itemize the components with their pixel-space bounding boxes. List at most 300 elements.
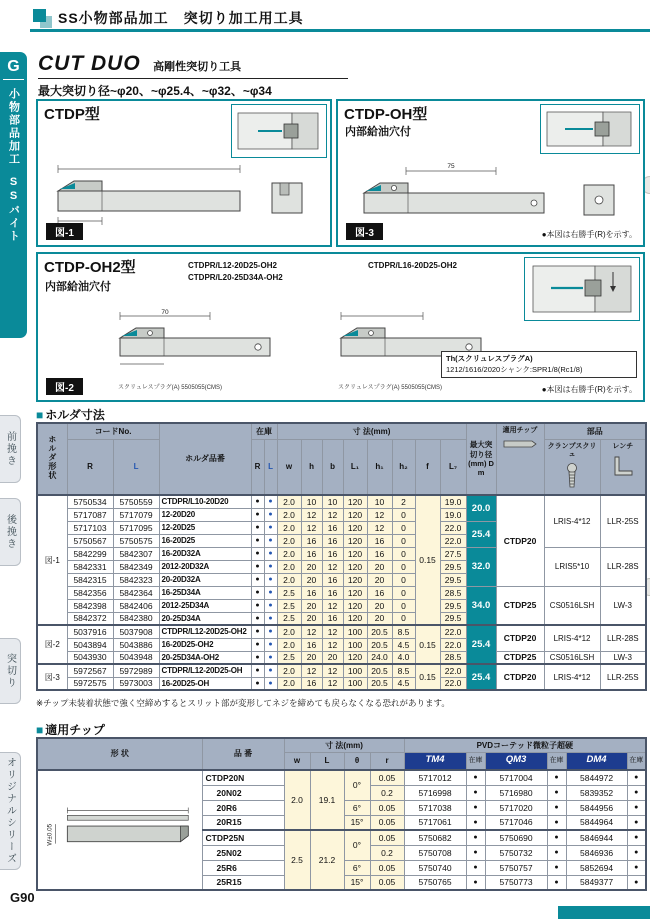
dim-theta: 6° bbox=[344, 860, 370, 875]
clamp-screw: CS0516LSH bbox=[544, 651, 600, 664]
stock-l-dot: ● bbox=[264, 664, 277, 677]
code-no-r: 5750534 bbox=[67, 495, 113, 508]
stock-dot: ● bbox=[627, 815, 646, 830]
dim-h: 20 bbox=[301, 573, 322, 586]
dim-h: 16 bbox=[301, 677, 322, 690]
section-title-text: 適用チップ bbox=[45, 723, 105, 737]
col-holder-shape bbox=[37, 423, 67, 495]
col-label: 適用チップ bbox=[502, 427, 538, 434]
stock-l-dot: ● bbox=[264, 573, 277, 586]
stock-r-dot: ● bbox=[251, 599, 264, 612]
dim-l7: 29.5 bbox=[440, 560, 466, 573]
sidebar-tab-label: オリジナルシリーズ bbox=[4, 757, 16, 865]
stock-r-dot: ● bbox=[251, 625, 264, 638]
dim-h2: 8.5 bbox=[392, 625, 415, 638]
dim-l1: 100 bbox=[343, 677, 367, 690]
dim-h1: 12 bbox=[367, 521, 392, 534]
figure-tag: 図-2 bbox=[46, 378, 83, 395]
code-no-r: 5842299 bbox=[67, 547, 113, 560]
col-chip-L: L bbox=[310, 752, 344, 770]
dim-l7: 28.5 bbox=[440, 586, 466, 599]
sidebar-tab-maebiki[interactable] bbox=[0, 415, 21, 483]
code-no-l: 5043948 bbox=[113, 651, 159, 664]
holder-model: 16-20D25-OH2 bbox=[159, 638, 251, 651]
dim-w: 2.0 bbox=[277, 677, 301, 690]
code-dm4: 5852694 bbox=[566, 860, 627, 875]
code-no-l: 5037908 bbox=[113, 625, 159, 638]
dim-w: 2.0 bbox=[277, 534, 301, 547]
code-no-r: 5750567 bbox=[67, 534, 113, 547]
dim-h: 10 bbox=[301, 495, 322, 508]
col-clamp-screw bbox=[544, 439, 600, 495]
sidebar-tab-label: 前挽き bbox=[4, 431, 16, 467]
product-tagline: 高剛性突切り工具 bbox=[153, 61, 242, 73]
dim-h: 16 bbox=[301, 638, 322, 651]
stock-r-dot: ● bbox=[251, 495, 264, 508]
stock-dot: ● bbox=[547, 815, 566, 830]
stock-dot: ● bbox=[466, 785, 485, 800]
dim-l7: 19.0 bbox=[440, 508, 466, 521]
dim-b: 20 bbox=[322, 651, 343, 664]
dim-w: 2.0 bbox=[277, 521, 301, 534]
code-qm3: 5750690 bbox=[485, 830, 547, 845]
dim-l1: 100 bbox=[343, 625, 367, 638]
panel-subtitle: 内部給油穴付 bbox=[345, 126, 411, 138]
svg-text:75: 75 bbox=[447, 163, 455, 170]
code-tm4: 5717012 bbox=[404, 770, 466, 785]
code-dm4: 5849377 bbox=[566, 875, 627, 890]
dim-h2: 0 bbox=[392, 573, 415, 586]
applicable-chip: CTDP25 bbox=[496, 586, 544, 625]
code-no-l: 5717095 bbox=[113, 521, 159, 534]
dim-h2: 0 bbox=[392, 586, 415, 599]
applicable-chip: CTDP20 bbox=[496, 625, 544, 651]
dim-h2: 0 bbox=[392, 560, 415, 573]
stock-l-dot: ● bbox=[264, 521, 277, 534]
product-heading bbox=[38, 52, 348, 79]
holder-row bbox=[37, 664, 646, 677]
code-no-r: 5717103 bbox=[67, 521, 113, 534]
clamp-screw: LRIS-4*12 bbox=[544, 495, 600, 547]
code-tm4: 5750765 bbox=[404, 875, 466, 890]
stock-dot: ● bbox=[466, 845, 485, 860]
stock-r-dot: ● bbox=[251, 612, 264, 625]
chip-model: 25R6 bbox=[202, 860, 284, 875]
dim-r: 0.2 bbox=[370, 785, 404, 800]
dim-h: 12 bbox=[301, 664, 322, 677]
max-cut-diameter: 34.0 bbox=[466, 586, 496, 625]
stock-dot: ● bbox=[547, 785, 566, 800]
stock-l-dot: ● bbox=[264, 651, 277, 664]
dim-b: 16 bbox=[322, 547, 343, 560]
code-no-l: 5973003 bbox=[113, 677, 159, 690]
dim-h: 12 bbox=[301, 521, 322, 534]
dim-w: 2.5 bbox=[277, 651, 301, 664]
code-qm3: 5750732 bbox=[485, 845, 547, 860]
dim-l1: 120 bbox=[343, 599, 367, 612]
col-chip-dimensions: 寸 法(mm) bbox=[284, 738, 404, 752]
dim-h1: 20.5 bbox=[367, 625, 392, 638]
code-dm4: 5839352 bbox=[566, 785, 627, 800]
dim-h2: 4.5 bbox=[392, 677, 415, 690]
col-applicable-chip bbox=[496, 423, 544, 495]
stock-dot: ● bbox=[627, 875, 646, 890]
dim-l1: 100 bbox=[343, 664, 367, 677]
stock-r-dot: ● bbox=[251, 638, 264, 651]
col-stock-qm3: 在庫 bbox=[547, 752, 566, 770]
code-no-l: 5750559 bbox=[113, 495, 159, 508]
dim-w: 2.5 bbox=[284, 830, 310, 890]
dim-b: 16 bbox=[322, 612, 343, 625]
code-qm3: 5750773 bbox=[485, 875, 547, 890]
sidebar-tab-label: 後挽き bbox=[4, 514, 16, 550]
holder-model: 20-25D34A-OH2 bbox=[159, 651, 251, 664]
code-no-l: 5842380 bbox=[113, 612, 159, 625]
model-labels-left bbox=[188, 260, 283, 284]
dim-b: 12 bbox=[322, 664, 343, 677]
dim-b: 16 bbox=[322, 573, 343, 586]
col-dimensions: 寸 法(mm) bbox=[277, 423, 466, 439]
stock-r-dot: ● bbox=[251, 521, 264, 534]
stock-r-dot: ● bbox=[251, 664, 264, 677]
stock-r-dot: ● bbox=[251, 677, 264, 690]
dim-h2: 4.0 bbox=[392, 651, 415, 664]
col-code-r: R bbox=[67, 439, 113, 495]
chip-header-row-1 bbox=[37, 738, 646, 752]
holder-row bbox=[37, 586, 646, 599]
code-tm4: 5750740 bbox=[404, 860, 466, 875]
code-dm4: 5844956 bbox=[566, 800, 627, 815]
col-stock-dm4: 在庫 bbox=[627, 752, 646, 770]
col-label: レンチ bbox=[612, 442, 634, 450]
stock-l-dot: ● bbox=[264, 560, 277, 573]
stock-dot: ● bbox=[466, 770, 485, 785]
col-dim-l1: L₁ bbox=[343, 439, 367, 495]
dim-w: 2.0 bbox=[277, 495, 301, 508]
dim-b: 16 bbox=[322, 521, 343, 534]
dim-h: 20 bbox=[301, 560, 322, 573]
code-no-r: 5842372 bbox=[67, 612, 113, 625]
right-hand-note: ●本図は右勝手(R)を示す。 bbox=[541, 385, 637, 394]
dim-l1: 120 bbox=[343, 547, 367, 560]
stock-l-dot: ● bbox=[264, 638, 277, 651]
dim-l1: 120 bbox=[343, 495, 367, 508]
dim-h2: 0 bbox=[392, 521, 415, 534]
applicable-chip: CTDP25 bbox=[496, 651, 544, 664]
section-bullet: ■ bbox=[36, 408, 44, 422]
dim-l1: 120 bbox=[343, 573, 367, 586]
code-no-r: 5842356 bbox=[67, 586, 113, 599]
panel-title: CTDP型 bbox=[44, 106, 100, 123]
dim-r: 0.05 bbox=[370, 770, 404, 785]
holder-dimensions-table bbox=[36, 422, 647, 691]
applicable-chips-table bbox=[36, 737, 647, 891]
dim-b: 16 bbox=[322, 586, 343, 599]
holder-model: 16-25D34A bbox=[159, 586, 251, 599]
wrench-icon bbox=[610, 454, 636, 480]
stock-dot: ● bbox=[466, 815, 485, 830]
code-dm4: 5846936 bbox=[566, 845, 627, 860]
dim-h2: 0 bbox=[392, 508, 415, 521]
dim-l7: 19.0 bbox=[440, 495, 466, 508]
code-no-l: 5842323 bbox=[113, 573, 159, 586]
dim-theta: 15° bbox=[344, 875, 370, 890]
stock-l-dot: ● bbox=[264, 534, 277, 547]
stock-dot: ● bbox=[627, 830, 646, 845]
clamp-screw: CS0516LSH bbox=[544, 586, 600, 625]
holder-model: 12-20D25 bbox=[159, 521, 251, 534]
stock-r-dot: ● bbox=[251, 560, 264, 573]
wrench: LLR-28S bbox=[600, 547, 646, 586]
dim-h1: 16 bbox=[367, 534, 392, 547]
right-hand-note: ●本図は右勝手(R)を示す。 bbox=[541, 230, 637, 239]
code-tm4: 5717061 bbox=[404, 815, 466, 830]
stock-l-dot: ● bbox=[264, 599, 277, 612]
holder-model: 2012-25D34A bbox=[159, 599, 251, 612]
stock-dot: ● bbox=[627, 770, 646, 785]
stock-l-dot: ● bbox=[264, 625, 277, 638]
dim-w: 2.0 bbox=[277, 625, 301, 638]
code-dm4: 5846944 bbox=[566, 830, 627, 845]
dim-l1: 120 bbox=[343, 651, 367, 664]
chip-model: 20R15 bbox=[202, 815, 284, 830]
chip-model: 25R15 bbox=[202, 875, 284, 890]
model-label-right: CTDPR/L16-20D25-OH2 bbox=[368, 261, 457, 270]
dim-b: 10 bbox=[322, 495, 343, 508]
dim-h: 16 bbox=[301, 534, 322, 547]
dim-h1: 10 bbox=[367, 495, 392, 508]
col-dim-f: f bbox=[415, 439, 440, 495]
clamp-screw: LRIS5*10 bbox=[544, 547, 600, 586]
sidebar-section-label: 小物部品加工 bbox=[7, 88, 20, 166]
panel-title: CTDP-OH2型 bbox=[44, 259, 136, 276]
dim-l1: 120 bbox=[343, 521, 367, 534]
dim-h2: 8.5 bbox=[392, 664, 415, 677]
stock-r-dot: ● bbox=[251, 534, 264, 547]
dim-b: 12 bbox=[322, 677, 343, 690]
code-qm3: 5717020 bbox=[485, 800, 547, 815]
dim-l1: 120 bbox=[343, 534, 367, 547]
dim-l7: 22.0 bbox=[440, 638, 466, 651]
stock-l-dot: ● bbox=[264, 508, 277, 521]
wrench: LW-3 bbox=[600, 651, 646, 664]
dim-h2: 4.5 bbox=[392, 638, 415, 651]
dim-h1: 20.5 bbox=[367, 638, 392, 651]
dim-l7: 22.0 bbox=[440, 625, 466, 638]
max-cut-diameter: 25.4 bbox=[466, 664, 496, 690]
dim-r: 0.05 bbox=[370, 860, 404, 875]
sidebar-tab-tsukkiri[interactable] bbox=[0, 638, 21, 704]
cross-section-inset bbox=[540, 104, 640, 154]
max-cutoff-spec: 最大突切り径~φ20、~φ25.4、~φ32、~φ34 bbox=[38, 84, 272, 98]
dim-h1: 20.5 bbox=[367, 677, 392, 690]
dim-h: 16 bbox=[301, 586, 322, 599]
stock-r-dot: ● bbox=[251, 586, 264, 599]
dim-w: 2.5 bbox=[277, 612, 301, 625]
code-qm3: 5717046 bbox=[485, 815, 547, 830]
holder-model: 20-25D34A bbox=[159, 612, 251, 625]
sidebar-tab-atobiki[interactable] bbox=[0, 498, 21, 566]
stock-dot: ● bbox=[627, 800, 646, 815]
stock-dot: ● bbox=[547, 875, 566, 890]
caution-note: ※チップ未装着状態で強く空締めするとスリット部が変形してネジを締めても戻らなくなる恐れがあります。 bbox=[36, 698, 450, 708]
cross-section-inset bbox=[524, 257, 640, 321]
code-dm4: 5844972 bbox=[566, 770, 627, 785]
dim-r: 0.05 bbox=[370, 815, 404, 830]
code-no-l: 5842307 bbox=[113, 547, 159, 560]
dim-h1: 12 bbox=[367, 508, 392, 521]
chip-shape-cell bbox=[37, 770, 202, 890]
col-chip-shape: 形 状 bbox=[37, 738, 202, 770]
dim-l7: 22.0 bbox=[440, 534, 466, 547]
svg-text:W±0.05: W±0.05 bbox=[46, 823, 54, 846]
dim-h1: 16 bbox=[367, 586, 392, 599]
dim-l7: 22.0 bbox=[440, 521, 466, 534]
code-no-r: 5717087 bbox=[67, 508, 113, 521]
section-bullet: ■ bbox=[36, 723, 44, 737]
code-no-r: 5037916 bbox=[67, 625, 113, 638]
dim-f: 0.15 bbox=[415, 625, 440, 664]
svg-text:70: 70 bbox=[161, 309, 169, 316]
code-qm3: 5716980 bbox=[485, 785, 547, 800]
sidebar-tab-label: 突切り bbox=[4, 653, 16, 689]
code-no-r: 5972567 bbox=[67, 664, 113, 677]
cross-section-drawing bbox=[541, 105, 639, 153]
dim-h: 12 bbox=[301, 508, 322, 521]
figure-tag: 図-3 bbox=[346, 223, 383, 240]
model-label: CTDPR/L12-20D25-OH2 bbox=[188, 261, 277, 270]
dim-w: 2.0 bbox=[277, 638, 301, 651]
model-label: CTDPR/L20-25D34A-OH2 bbox=[188, 273, 283, 282]
dim-L: 21.2 bbox=[310, 830, 344, 890]
stock-dot: ● bbox=[466, 800, 485, 815]
dim-l1: 120 bbox=[343, 612, 367, 625]
col-label: クランプスクリュ bbox=[547, 442, 597, 458]
dim-h1: 20.5 bbox=[367, 664, 392, 677]
col-parts: 部品 bbox=[544, 423, 646, 439]
code-no-r: 5842331 bbox=[67, 560, 113, 573]
code-no-l: 5043886 bbox=[113, 638, 159, 651]
col-code-no: コードNo. bbox=[67, 423, 159, 439]
dim-l7: 27.5 bbox=[440, 547, 466, 560]
dim-h1: 24.0 bbox=[367, 651, 392, 664]
holder-model: 20-20D32A bbox=[159, 573, 251, 586]
plug-label: スクリュレスプラグ(A) 5505055(CMS) bbox=[118, 385, 222, 391]
code-qm3: 5750757 bbox=[485, 860, 547, 875]
sidebar-section-tab[interactable] bbox=[0, 52, 27, 338]
section-title-text: ホルダ寸法 bbox=[45, 408, 105, 422]
stock-r-dot: ● bbox=[251, 573, 264, 586]
cross-section-inset bbox=[231, 104, 327, 158]
dim-r: 0.05 bbox=[370, 800, 404, 815]
dim-h: 12 bbox=[301, 625, 322, 638]
dim-h2: 0 bbox=[392, 547, 415, 560]
code-no-r: 5972575 bbox=[67, 677, 113, 690]
panel-subtitle: 内部給油穴付 bbox=[45, 281, 111, 293]
panel-ctdp bbox=[36, 99, 332, 247]
dim-l7: 22.0 bbox=[440, 677, 466, 690]
col-dim-b: b bbox=[322, 439, 343, 495]
stock-r-dot: ● bbox=[251, 508, 264, 521]
dim-h1: 20 bbox=[367, 560, 392, 573]
stock-l-dot: ● bbox=[264, 677, 277, 690]
applicable-chip: CTDP20 bbox=[496, 495, 544, 586]
col-dim-h: h bbox=[301, 439, 322, 495]
header-accent-square bbox=[33, 9, 46, 22]
stock-dot: ● bbox=[466, 860, 485, 875]
clamp-screw: LRIS-4*12 bbox=[544, 664, 600, 690]
code-no-l: 5842364 bbox=[113, 586, 159, 599]
col-chip-r: r bbox=[370, 752, 404, 770]
col-dim-h1: h₁ bbox=[367, 439, 392, 495]
stock-dot: ● bbox=[547, 800, 566, 815]
sidebar-section-letter: G bbox=[3, 58, 23, 80]
max-cut-diameter: 25.4 bbox=[466, 625, 496, 664]
col-dim-l7: L₇ bbox=[440, 439, 466, 495]
panel-ctdp-oh bbox=[336, 99, 645, 247]
code-no-r: 5842315 bbox=[67, 573, 113, 586]
stock-dot: ● bbox=[466, 875, 485, 890]
clamp-screw: LRIS-4*12 bbox=[544, 625, 600, 651]
chip-section-title bbox=[36, 721, 105, 738]
holder-model: CTDPR/L12-20D25-OH bbox=[159, 664, 251, 677]
dim-h: 20 bbox=[301, 651, 322, 664]
wrench: LLR-25S bbox=[600, 664, 646, 690]
stock-dot: ● bbox=[547, 860, 566, 875]
stock-dot: ● bbox=[466, 830, 485, 845]
col-chip-model: 品 番 bbox=[202, 738, 284, 770]
dim-r: 0.2 bbox=[370, 845, 404, 860]
col-label: ホルダ形状 bbox=[47, 435, 57, 481]
wrench: LW-3 bbox=[600, 586, 646, 625]
dim-h2: 2 bbox=[392, 495, 415, 508]
dim-l1: 120 bbox=[343, 560, 367, 573]
dim-theta: 0° bbox=[344, 830, 370, 860]
figure-tag: 図-1 bbox=[46, 223, 83, 240]
stock-dot: ● bbox=[627, 785, 646, 800]
holder-model: 16-20D25-OH bbox=[159, 677, 251, 690]
col-dim-w: w bbox=[277, 439, 301, 495]
sidebar-section-sublabel: SSバイト bbox=[7, 176, 20, 243]
wrench: LLR-25S bbox=[600, 495, 646, 547]
dim-w: 2.0 bbox=[277, 664, 301, 677]
max-cut-diameter: 32.0 bbox=[466, 547, 496, 586]
dim-w: 2.0 bbox=[284, 770, 310, 830]
dim-l1: 100 bbox=[343, 638, 367, 651]
stock-r-dot: ● bbox=[251, 651, 264, 664]
dim-h2: 0 bbox=[392, 534, 415, 547]
col-code-l: L bbox=[113, 439, 159, 495]
holder-model: 16-20D32A bbox=[159, 547, 251, 560]
chip-model: CTDP25N bbox=[202, 830, 284, 845]
dim-b: 12 bbox=[322, 599, 343, 612]
sidebar-tab-original-series[interactable] bbox=[0, 752, 21, 870]
code-tm4: 5750682 bbox=[404, 830, 466, 845]
dim-h1: 16 bbox=[367, 547, 392, 560]
dim-L: 19.1 bbox=[310, 770, 344, 830]
dim-l7: 28.5 bbox=[440, 651, 466, 664]
holder-model: 16-20D25 bbox=[159, 534, 251, 547]
stock-l-dot: ● bbox=[264, 547, 277, 560]
holder-row bbox=[37, 547, 646, 560]
stock-dot: ● bbox=[547, 830, 566, 845]
wrench: LLR-28S bbox=[600, 625, 646, 651]
col-dim-h2: h₂ bbox=[392, 439, 415, 495]
holder-model: 2012-20D32A bbox=[159, 560, 251, 573]
col-grade-qm3: QM3 bbox=[485, 752, 547, 770]
page-number: G90 bbox=[10, 890, 35, 905]
code-no-r: 5842398 bbox=[67, 599, 113, 612]
